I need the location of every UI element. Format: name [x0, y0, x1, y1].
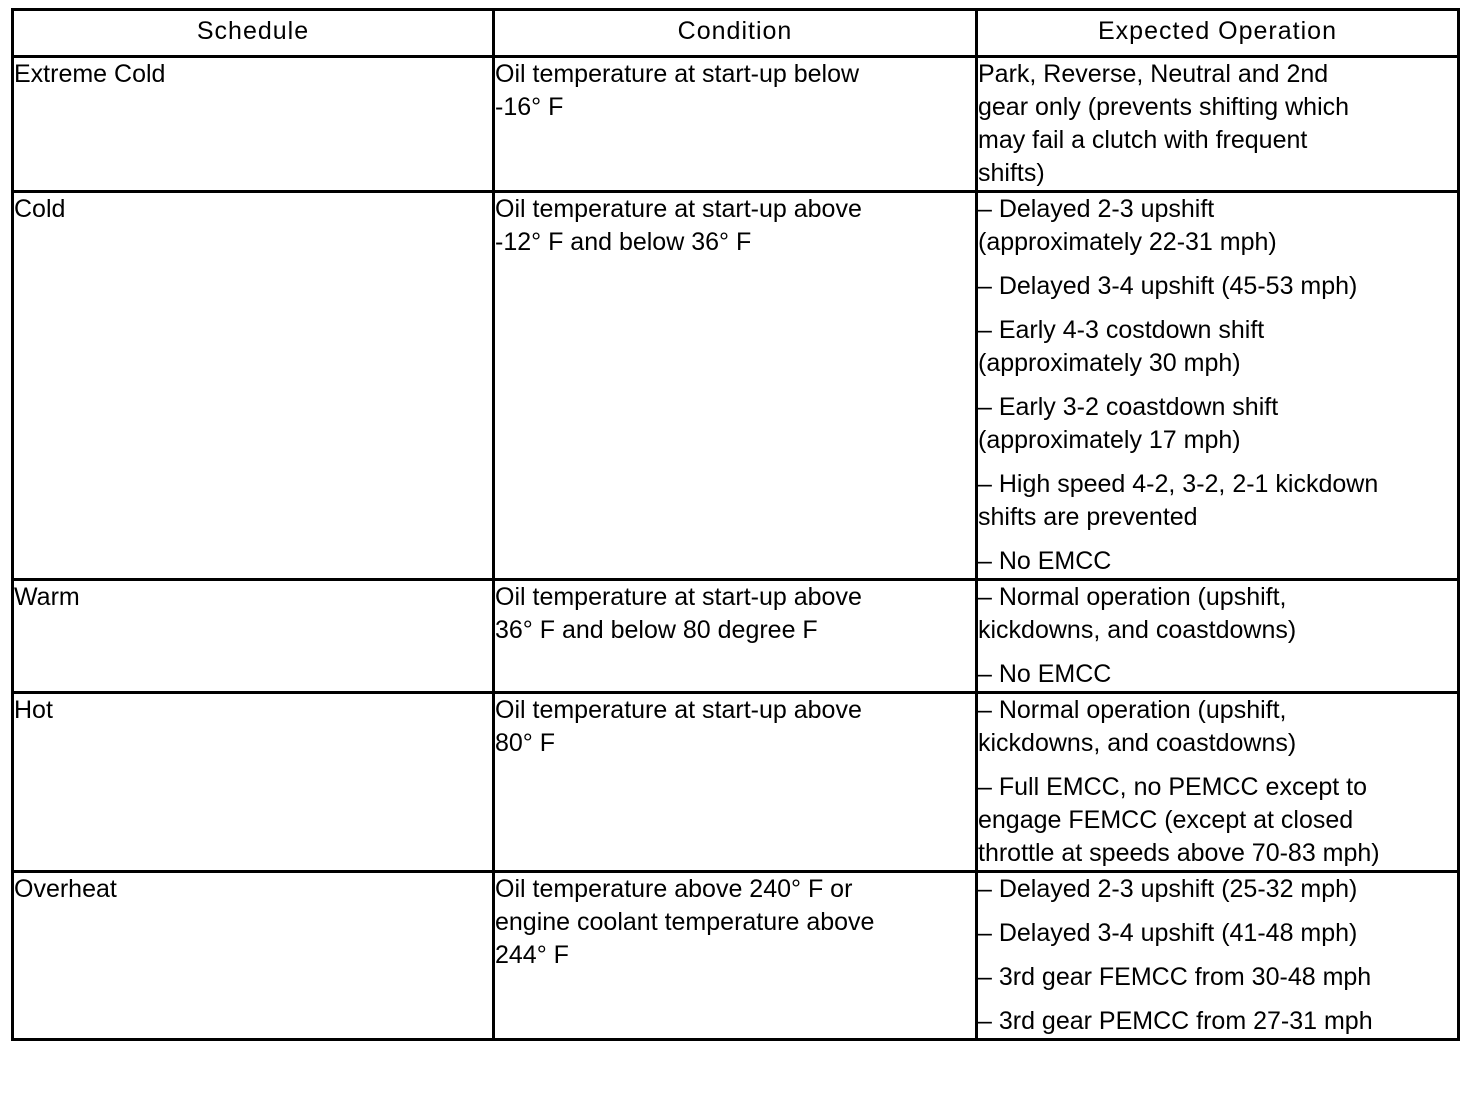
condition-cell: [494, 580, 977, 693]
condition-cell: [494, 693, 977, 872]
schedule-name: Cold: [14, 195, 66, 223]
condition-cell: [494, 872, 977, 1040]
operation-line: – Delayed 2-3 upshift (25-32 mph): [978, 875, 1358, 903]
operation-line: shifts are prevented: [978, 503, 1198, 531]
schedule-cell: [13, 57, 494, 192]
operation-cell: [977, 57, 1459, 192]
operation-item: [978, 694, 1457, 760]
table-row: [13, 57, 1459, 192]
operation-line: – 3rd gear PEMCC from 27-31 mph: [978, 1007, 1373, 1035]
condition-line: Oil temperature above 240° F or: [495, 875, 853, 903]
operation-cell: [977, 580, 1459, 693]
condition-line: engine coolant temperature above: [495, 908, 875, 936]
operation-item: [978, 961, 1457, 994]
operation-line: kickdowns, and coastdowns): [978, 729, 1297, 757]
schedule-cell: [13, 580, 494, 693]
operation-item: [978, 917, 1457, 950]
condition-cell: [494, 192, 977, 580]
header-row: [13, 10, 1459, 57]
table-row: [13, 192, 1459, 580]
operation-cell: [977, 872, 1459, 1040]
operation-item: [978, 581, 1457, 647]
operation-item: [978, 314, 1457, 380]
operation-line: – Early 4-3 costdown shift: [978, 316, 1265, 344]
header-schedule: Schedule: [13, 10, 494, 57]
operation-line: – No EMCC: [978, 547, 1112, 575]
condition-line: -12° F and below 36° F: [495, 228, 752, 256]
operation-item: [978, 391, 1457, 457]
operation-line: engage FEMCC (except at closed: [978, 806, 1354, 834]
table-row: [13, 580, 1459, 693]
schedule-cell: [13, 192, 494, 580]
operation-line: – Normal operation (upshift,: [978, 696, 1287, 724]
condition-line: Oil temperature at start-up above: [495, 696, 862, 724]
schedule-name: Extreme Cold: [14, 60, 166, 88]
operation-cell: [977, 192, 1459, 580]
operation-line: – 3rd gear FEMCC from 30-48 mph: [978, 963, 1372, 991]
operation-line: (approximately 22-31 mph): [978, 228, 1277, 256]
operation-line: – Early 3-2 coastdown shift: [978, 393, 1279, 421]
condition-line: Oil temperature at start-up below: [495, 60, 860, 88]
table-row: [13, 693, 1459, 872]
operation-cell: [977, 693, 1459, 872]
operation-line: gear only (prevents shifting which: [978, 93, 1350, 121]
operation-item: [978, 658, 1457, 691]
condition-line: Oil temperature at start-up above: [495, 195, 862, 223]
operation-item: [978, 468, 1457, 534]
condition-line: -16° F: [495, 93, 564, 121]
operation-line: – Full EMCC, no PEMCC except to: [978, 773, 1368, 801]
operation-item: [978, 193, 1457, 259]
operation-line: shifts): [978, 159, 1045, 187]
operation-line: – High speed 4-2, 3-2, 2-1 kickdown: [978, 470, 1379, 498]
schedule-cell: [13, 872, 494, 1040]
table-row: [13, 872, 1459, 1040]
operation-line: – Delayed 2-3 upshift: [978, 195, 1215, 223]
operation-line: kickdowns, and coastdowns): [978, 616, 1297, 644]
operation-line: throttle at speeds above 70-83 mph): [978, 839, 1380, 867]
condition-line: Oil temperature at start-up above: [495, 583, 862, 611]
operation-line: (approximately 17 mph): [978, 426, 1241, 454]
header-condition: Condition: [494, 10, 977, 57]
operation-line: – Normal operation (upshift,: [978, 583, 1287, 611]
operation-line: – Delayed 3-4 upshift (41-48 mph): [978, 919, 1358, 947]
operation-line: – No EMCC: [978, 660, 1112, 688]
condition-line: 80° F: [495, 729, 556, 757]
operation-line: – Delayed 3-4 upshift (45-53 mph): [978, 272, 1358, 300]
operation-item: [978, 545, 1457, 578]
schedule-name: Overheat: [14, 875, 117, 903]
operation-line: Park, Reverse, Neutral and 2nd: [978, 60, 1329, 88]
schedule-table: [11, 8, 1460, 1041]
operation-item: [978, 771, 1457, 870]
header-expected-operation: Expected Operation: [977, 10, 1459, 57]
schedule-cell: [13, 693, 494, 872]
condition-cell: [494, 57, 977, 192]
operation-line: may fail a clutch with frequent: [978, 126, 1308, 154]
condition-line: 36° F and below 80 degree F: [495, 616, 818, 644]
schedule-name: Warm: [14, 583, 80, 611]
operation-item: [978, 270, 1457, 303]
operation-line: (approximately 30 mph): [978, 349, 1241, 377]
schedule-name: Hot: [14, 696, 53, 724]
operation-item: [978, 1005, 1457, 1038]
operation-item: [978, 873, 1457, 906]
condition-line: 244° F: [495, 941, 569, 969]
operation-item: [978, 58, 1457, 190]
